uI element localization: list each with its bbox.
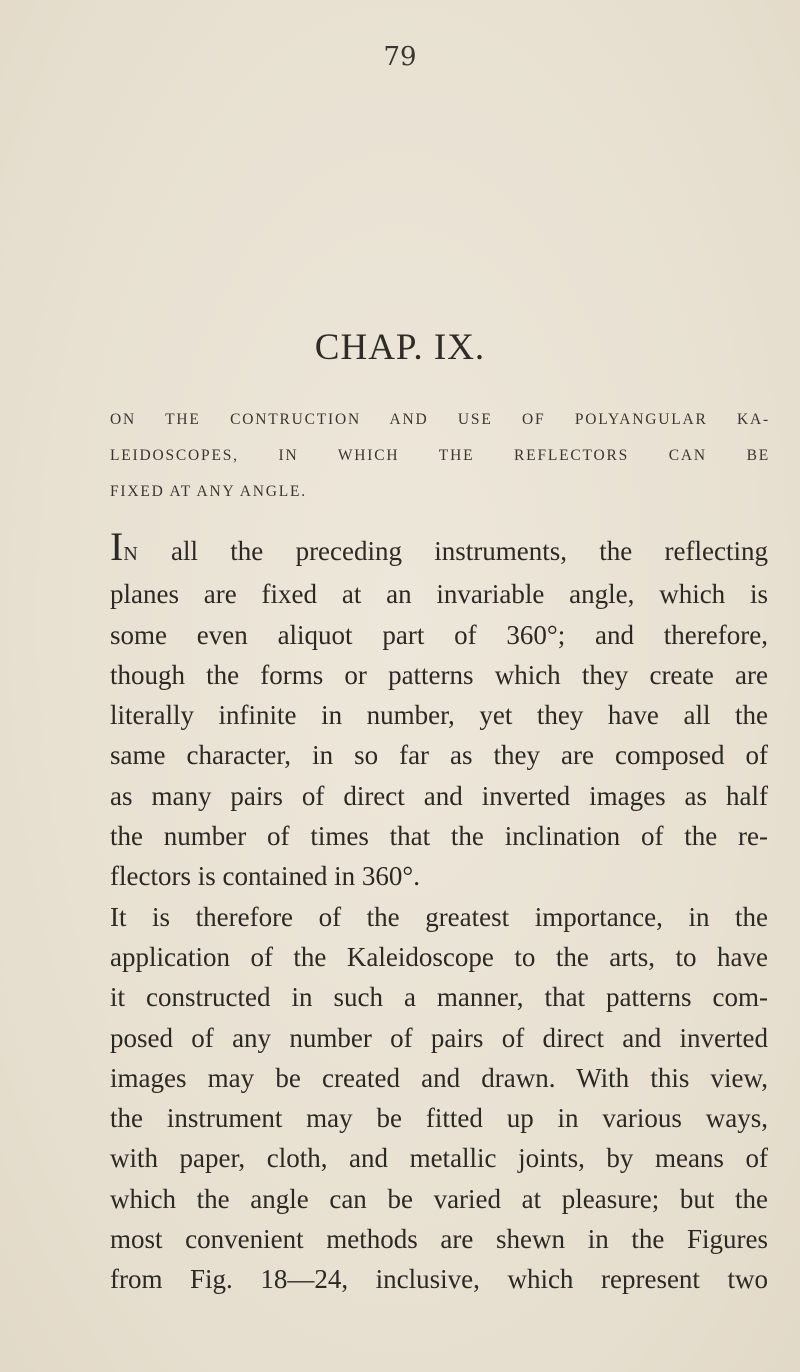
- body-line: it constructed in such a manner, that patterns com-: [110, 982, 768, 1013]
- body-line: the instrument may be fitted up in various ways,: [110, 1103, 768, 1134]
- body-line: the number of times that the inclination of the re-: [110, 821, 768, 852]
- body-line-first: [110, 524, 768, 574]
- chapter-title: CHAP. IX.: [314, 327, 486, 368]
- body-line: posed of any number of pairs of direct and inverted: [110, 1022, 768, 1053]
- chapter-subtitle: [110, 402, 770, 510]
- body-line: It is therefore of the greatest importance, in the: [110, 901, 768, 932]
- body-line: though the forms or patterns which they create are: [110, 659, 768, 690]
- body-line: as many pairs of direct and inverted images as half: [110, 780, 768, 811]
- body-line: flectors is contained in 360°.: [110, 861, 420, 892]
- body-line: from Fig. 18—24, inclusive, which represent two: [110, 1264, 768, 1295]
- body-line: application of the Kaleidoscope to the arts, to have: [110, 941, 768, 972]
- body-text: [110, 524, 768, 1300]
- body-line: same character, in so far as they are composed of: [110, 740, 768, 771]
- drop-cap: I: [110, 524, 124, 569]
- body-line: literally infinite in number, yet they have all the: [110, 700, 768, 731]
- body-line: most convenient methods are shewn in the Figures: [110, 1224, 768, 1255]
- drop-cap-smallcaps: N: [123, 543, 139, 565]
- subtitle-line: FIXED AT ANY ANGLE.: [110, 483, 307, 500]
- body-line: images may be created and drawn. With this view,: [110, 1062, 768, 1093]
- body-line: which the angle can be varied at pleasure; but the: [110, 1183, 768, 1214]
- page-number: 79: [383, 42, 417, 72]
- subtitle-line: ON THE CONTRUCTION AND USE OF POLYANGULAR KA-: [110, 411, 770, 428]
- body-line-text: all the preceding instruments, the reflecting: [138, 536, 768, 566]
- body-line: with paper, cloth, and metallic joints, by means of: [110, 1143, 768, 1174]
- body-line: some even aliquot part of 360°; and therefore,: [110, 619, 768, 650]
- subtitle-line: LEIDOSCOPES, IN WHICH THE REFLECTORS CAN BE: [110, 447, 770, 464]
- body-line: planes are fixed at an invariable angle, which is: [110, 579, 768, 610]
